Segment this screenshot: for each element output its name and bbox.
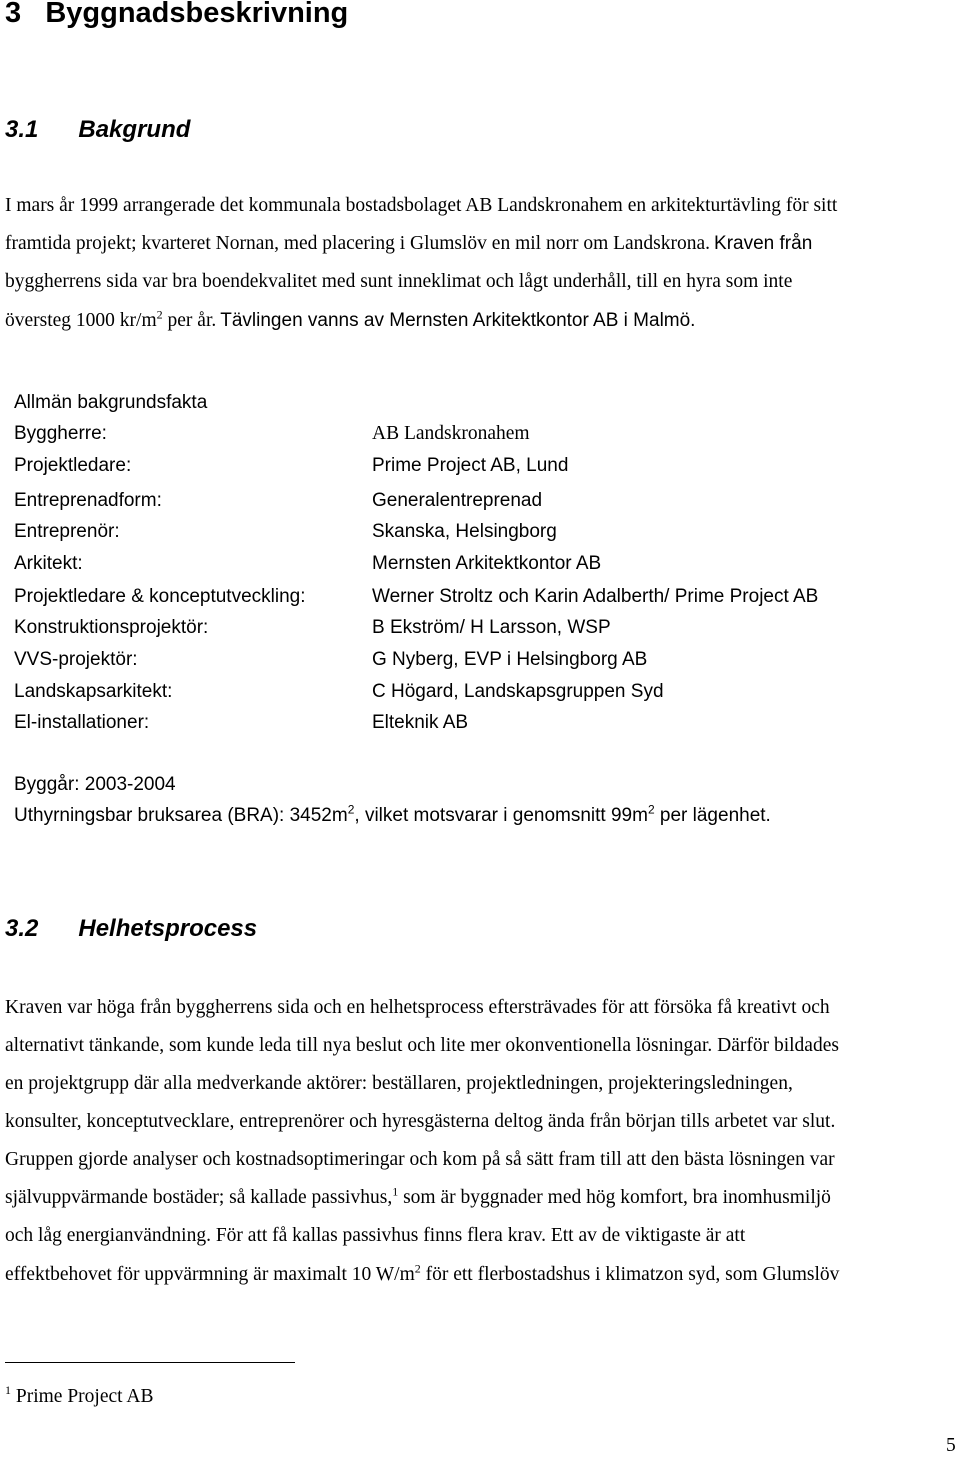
facts-value: G Nyberg, EVP i Helsingborg AB [372, 649, 648, 670]
section-number: 3.2 [5, 915, 39, 942]
build-year: Byggår: 2003-2004 [14, 774, 176, 795]
footnote-text: Prime Project AB [15, 1386, 154, 1407]
paragraph-text-sans: Kraven från [714, 233, 813, 254]
footnote [5, 1383, 154, 1408]
paragraph-text: för ett flerbostadshus i klimatzon syd, som Glumslöv [420, 1264, 840, 1285]
facts-label: Entreprenör: [14, 521, 120, 542]
heading-number: 3 [5, 0, 22, 29]
paragraph-line: en projektgrupp där alla medverkande aktörer: beställaren, projektledningen, projekteringsledningen, [5, 1073, 793, 1094]
facts-value: AB Landskronahem [372, 423, 530, 444]
footnote-ref: 1 [392, 1184, 399, 1199]
superscript: 2 [347, 802, 355, 817]
facts-label: Projektledare & konceptutveckling: [14, 586, 306, 607]
heading-title: Byggnadsbeskrivning [45, 0, 349, 29]
section-heading-bakgrund [5, 116, 190, 144]
facts-label: Arkitekt: [14, 553, 83, 574]
facts-value: Prime Project AB, Lund [372, 455, 569, 476]
superscript: 2 [647, 802, 655, 817]
facts-label: El-installationer: [14, 712, 150, 733]
paragraph-text: självuppvärmande bostäder; så kallade passivhus, [5, 1187, 393, 1208]
facts-value: Mernsten Arkitektkontor AB [372, 553, 602, 574]
paragraph-line: Gruppen gjorde analyser och kostnadsoptimeringar och kom på så sätt fram till att den bästa lösningen var [5, 1149, 835, 1170]
facts-value: C Högard, Landskapsgruppen Syd [372, 681, 664, 702]
facts-label: Byggherre: [14, 423, 107, 444]
section-title: Helhetsprocess [78, 915, 258, 942]
facts-title: Allmän bakgrundsfakta [14, 392, 208, 413]
paragraph-line: Kraven var höga från byggherrens sida och en helhetsprocess eftersträvades för att försöka få kreativt och [5, 997, 830, 1018]
section-heading-helhetsprocess [5, 915, 257, 943]
paragraph-text: framtida projekt; kvarteret Nornan, med placering i Glumslöv en mil norr om Landskrona. [5, 233, 711, 254]
footnote-mark: 1 [5, 1383, 11, 1397]
paragraph-line [5, 307, 696, 332]
facts-label: Entreprenadform: [14, 490, 162, 511]
rentable-area [14, 802, 771, 827]
paragraph-text: effektbehovet för uppvärmning är maximalt 10 W/m [5, 1264, 415, 1285]
facts-value: Werner Stroltz och Karin Adalberth/ Prime Project AB [372, 586, 819, 607]
paragraph-line: byggherrens sida var bra boendekvalitet med sunt inneklimat och lågt underhåll, till en hyra som inte [5, 271, 793, 292]
facts-value: B Ekström/ H Larsson, WSP [372, 617, 611, 638]
facts-value: Skanska, Helsingborg [372, 521, 557, 542]
facts-value: Generalentreprenad [372, 490, 543, 511]
page-heading [5, 0, 348, 30]
facts-value: Elteknik AB [372, 712, 469, 733]
paragraph-line: I mars år 1999 arrangerade det kommunala bostadsbolaget AB Landskronahem en arkitekturtävling för sitt [5, 195, 838, 216]
paragraph-text: översteg 1000 kr/m [5, 310, 157, 331]
facts-label: Projektledare: [14, 455, 132, 476]
paragraph-text-sans: Tävlingen vanns av Mernsten Arkitektkontor AB i Malmö. [220, 310, 696, 331]
paragraph-text: som är byggnader med hög komfort, bra inomhusmiljö [398, 1187, 831, 1208]
page-number: 5 [946, 1435, 956, 1456]
paragraph-text: per år. [162, 310, 217, 331]
area-text: per lägenhet. [654, 805, 771, 826]
footnote-divider [5, 1362, 295, 1363]
paragraph-line [5, 233, 812, 255]
paragraph-line: och låg energianvändning. För att få kallas passivhus finns flera krav. Ett av de viktigaste är att [5, 1225, 746, 1246]
paragraph-line: alternativt tänkande, som kunde leda till nya beslut och lite mer okonventionella lösningar. Därför bildades [5, 1035, 839, 1056]
paragraph-line [5, 1184, 831, 1209]
facts-label: VVS-projektör: [14, 649, 138, 670]
section-title: Bakgrund [78, 116, 191, 143]
facts-label: Konstruktionsprojektör: [14, 617, 209, 638]
area-text: Uthyrningsbar bruksarea (BRA): 3452m [14, 805, 348, 826]
superscript: 2 [414, 1261, 421, 1276]
paragraph-line [5, 1261, 840, 1286]
facts-label: Landskapsarkitekt: [14, 681, 173, 702]
section-number: 3.1 [5, 116, 39, 143]
paragraph-line: konsulter, konceptutvecklare, entreprenörer och hyresgästerna deltog ända från början tills arbetet var slut. [5, 1111, 836, 1132]
superscript: 2 [156, 307, 163, 322]
area-text: , vilket motsvarar i genomsnitt 99m [354, 805, 648, 826]
